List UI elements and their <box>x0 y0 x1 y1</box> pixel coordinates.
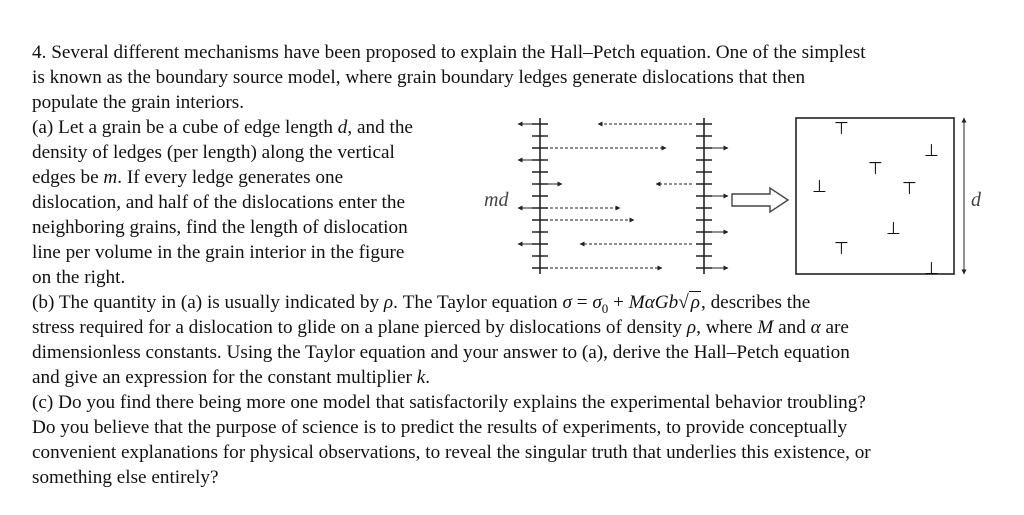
boundary-source-figure <box>470 112 990 284</box>
dislocation-5: ⊤ <box>902 179 917 199</box>
part-c-line-2: Do you believe that the purpose of science is to predict the results of experiments, to provide conceptually <box>32 417 848 438</box>
part-c-line-4: something else entirely? <box>32 467 219 488</box>
intro-line-3: populate the grain interiors. <box>32 92 245 113</box>
d-label: d <box>971 189 981 211</box>
part-b-line-2: stress required for a dislocation to glide on a plane pierced by dislocations of density ρ, where M and α are <box>32 317 849 338</box>
part-b-line-3: dimensionless constants. Using the Taylor equation and your answer to (a), derive the Hall–Petch equation <box>32 342 850 363</box>
part-c-line-1: (c) Do you find there being more one model that satisfactorily explains the experimental behavior troubling? <box>32 392 866 413</box>
part-a-line-1: (a) Let a grain be a cube of edge length d, and the <box>32 117 413 138</box>
dashed-dislocation-arrows <box>550 124 692 268</box>
part-a-line-5: neighboring grains, find the length of dislocation <box>32 217 408 238</box>
part-a-line-2: density of ledges (per length) along the vertical <box>32 142 395 163</box>
dislocation-symbols <box>812 119 939 279</box>
ledge-ticks <box>532 124 712 268</box>
dislocation-2: ⊥ <box>924 141 939 161</box>
dislocation-8: ⊥ <box>924 259 939 279</box>
taylor-equation: $\sigma = \sigma_0 + M\alpha Gb√$ ρ <box>562 292 700 316</box>
part-c-line-3: convenient explanations for physical observations, to reveal the singular truth that underlies this existence, or <box>32 442 871 463</box>
intro-line-2: is known as the boundary source model, where grain boundary ledges generate dislocations that then <box>32 67 806 88</box>
part-a-line-4: dislocation, and half of the dislocations enter the <box>32 192 405 213</box>
part-a-line-7: on the right. <box>32 267 126 288</box>
md-label: md <box>484 189 509 211</box>
part-b-line-1: (b) The quantity in (a) is usually indicated by ρ. The Taylor equation $\sigma = \sigma_0 + M\alpha Gb√$ ρ, describes the <box>32 292 811 316</box>
dislocation-6: ⊥ <box>886 219 901 239</box>
dislocation-4: ⊥ <box>812 177 827 197</box>
part-b-line-4: and give an expression for the constant multiplier k. <box>32 367 431 388</box>
part-a-line-3: edges be m. If every ledge generates one <box>32 167 344 188</box>
part-a-line-6: line per volume in the grain interior in the figure <box>32 242 405 263</box>
dislocation-3: ⊤ <box>868 159 883 179</box>
transition-arrow <box>732 188 788 212</box>
intro-line-1: 4. Several different mechanisms have been proposed to explain the Hall–Petch equation. One of the simplest <box>32 42 866 63</box>
dislocation-1: ⊤ <box>834 119 849 139</box>
dislocation-7: ⊤ <box>834 239 849 259</box>
